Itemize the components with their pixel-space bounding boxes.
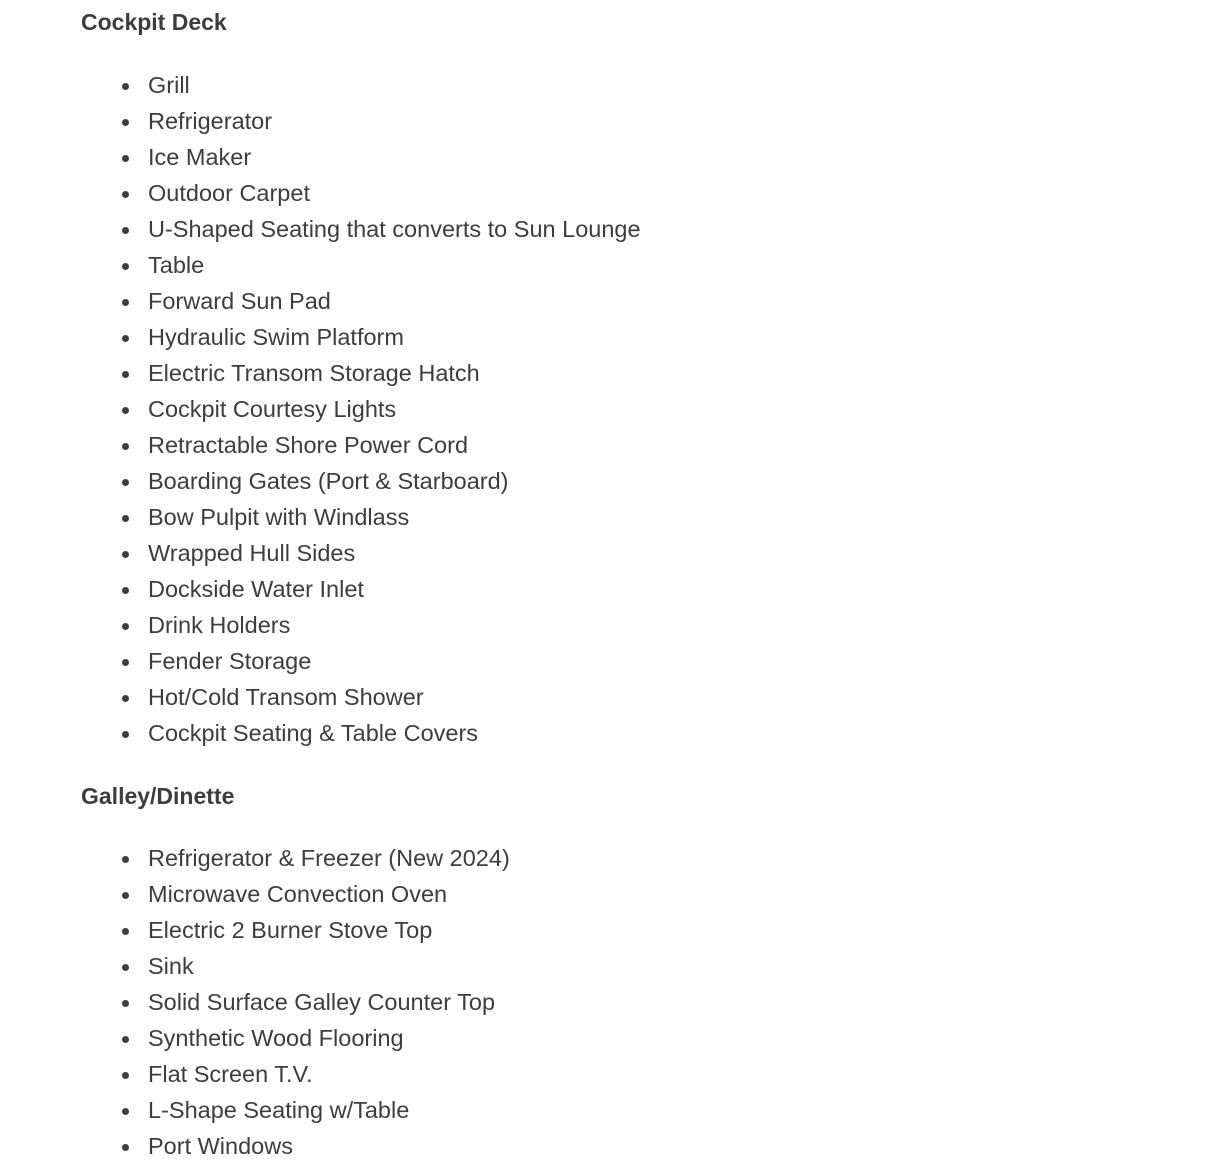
- section-heading-cockpit-deck: Cockpit Deck: [81, 9, 227, 35]
- list-item: Cockpit Seating & Table Covers: [148, 715, 1214, 751]
- cockpit-deck-feature-list: [81, 67, 1214, 751]
- list-item: Hydraulic Swim Platform: [148, 319, 1214, 355]
- list-item: Flat Screen T.V.: [148, 1056, 1214, 1092]
- list-item: Fender Storage: [148, 643, 1214, 679]
- list-item: Cockpit Courtesy Lights: [148, 391, 1214, 427]
- list-item: Drink Holders: [148, 607, 1214, 643]
- list-item: Sink: [148, 948, 1214, 984]
- list-item: Synthetic Wood Flooring: [148, 1020, 1214, 1056]
- list-item: Refrigerator: [148, 103, 1214, 139]
- section-heading-galley-dinette: Galley/Dinette: [81, 783, 235, 809]
- list-item: Electric Transom Storage Hatch: [148, 355, 1214, 391]
- list-item: Refrigerator & Freezer (New 2024): [148, 840, 1214, 876]
- list-item: Bow Pulpit with Windlass: [148, 499, 1214, 535]
- list-item: Port Windows: [148, 1128, 1214, 1164]
- list-item: U-Shaped Seating that converts to Sun Lounge: [148, 211, 1214, 247]
- list-item: Retractable Shore Power Cord: [148, 427, 1214, 463]
- list-item: Ice Maker: [148, 139, 1214, 175]
- list-item: Hot/Cold Transom Shower: [148, 679, 1214, 715]
- list-item: Electric 2 Burner Stove Top: [148, 912, 1214, 948]
- list-item: Outdoor Carpet: [148, 175, 1214, 211]
- list-item: L-Shape Seating w/Table: [148, 1092, 1214, 1128]
- list-item: Boarding Gates (Port & Starboard): [148, 463, 1214, 499]
- list-item: Wrapped Hull Sides: [148, 535, 1214, 571]
- list-item: Microwave Convection Oven: [148, 876, 1214, 912]
- list-item: Dockside Water Inlet: [148, 571, 1214, 607]
- galley-dinette-feature-list: [81, 840, 1214, 1164]
- list-item: Solid Surface Galley Counter Top: [148, 984, 1214, 1020]
- list-item: Grill: [148, 67, 1214, 103]
- list-item: Forward Sun Pad: [148, 283, 1214, 319]
- list-item: Table: [148, 247, 1214, 283]
